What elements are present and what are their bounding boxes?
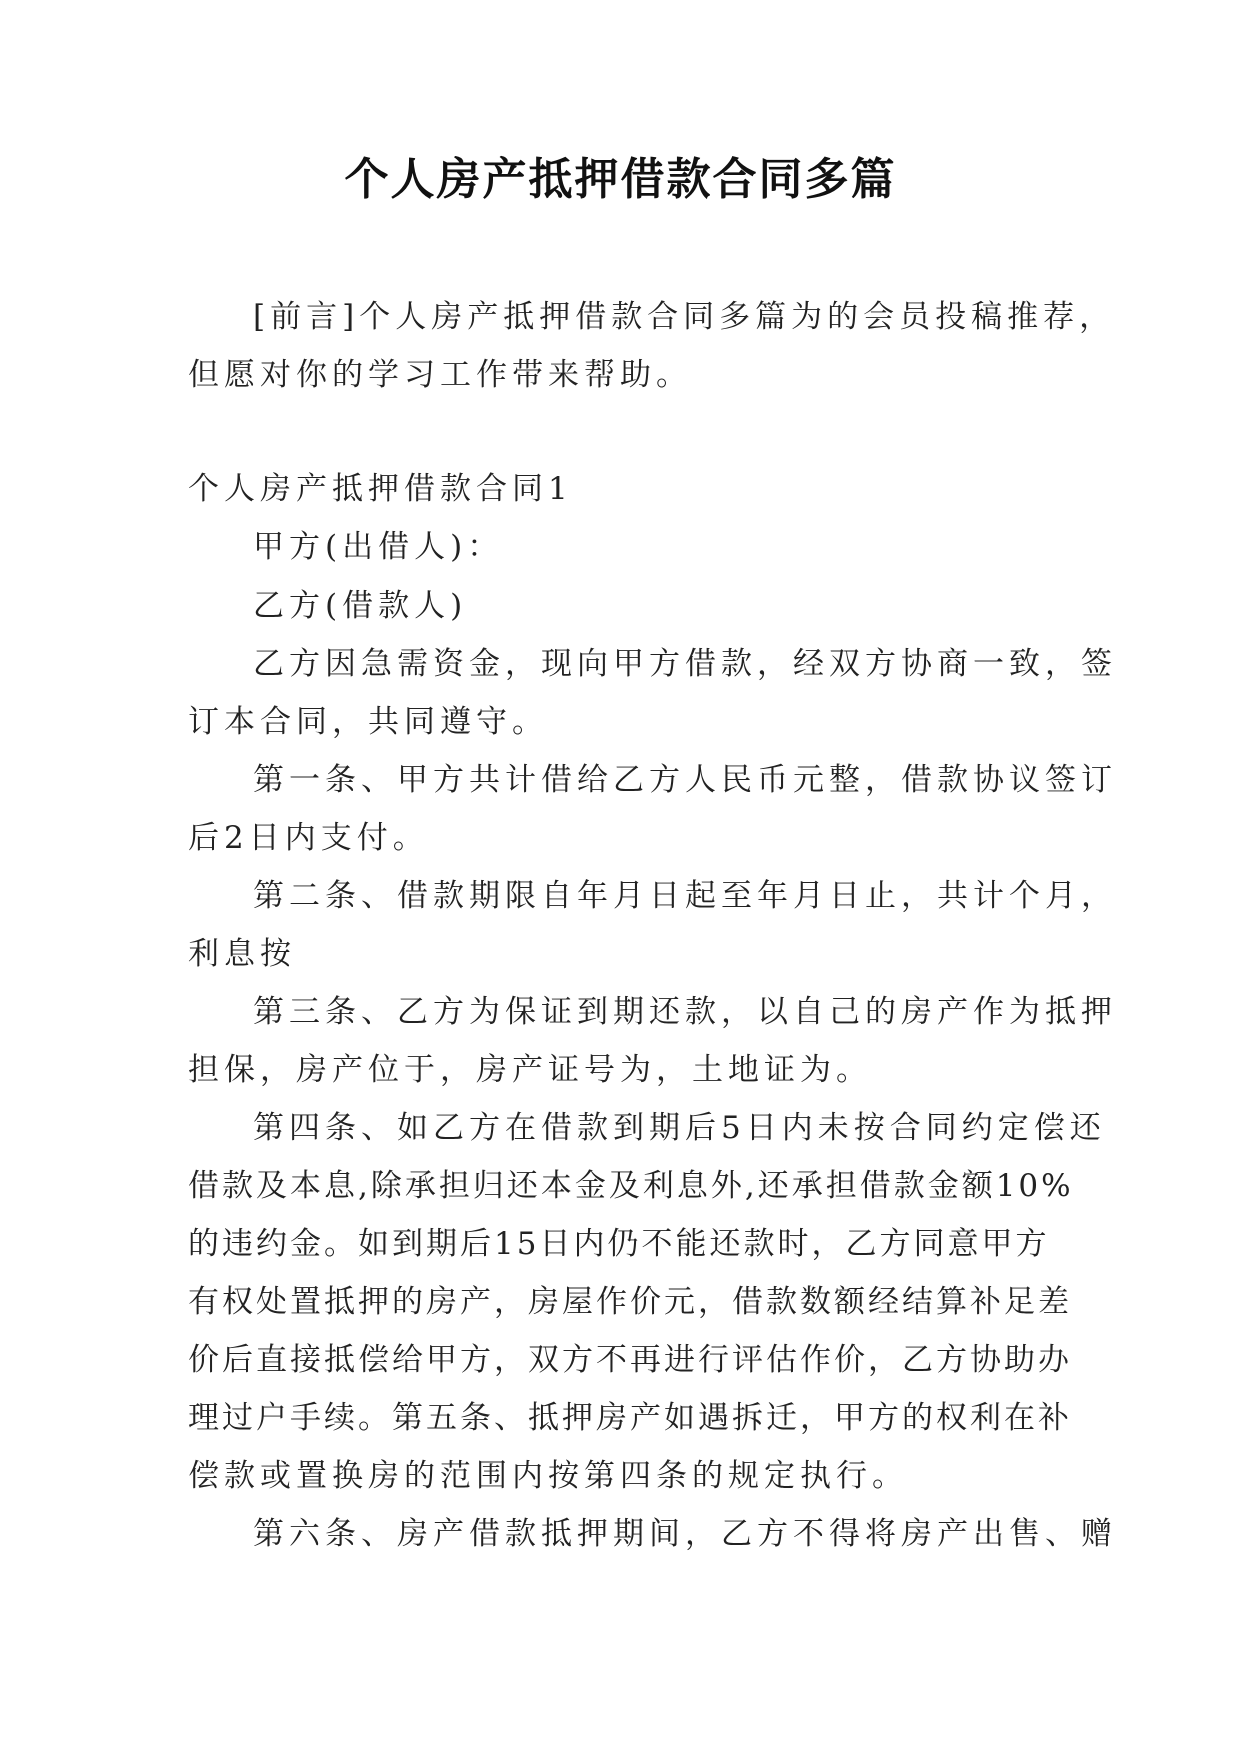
- article-4-line: 的违约金。如到期后15日内仍不能还款时，乙方同意甲方: [188, 1226, 1050, 1262]
- article-2-line: 第二条、借款期限自年月日起至年月日止，共计个月，: [253, 878, 1117, 914]
- page-title: 个人房产抵押借款合同多篇: [344, 154, 897, 205]
- preface-line-2: 但愿对你的学习工作带来帮助。: [188, 357, 692, 393]
- paragraph-line: 乙方因急需资金，现向甲方借款，经双方协商一致，签: [253, 646, 1117, 682]
- article-2-line: 利息按: [188, 936, 296, 972]
- paragraph-line: 订本合同，共同遵守。: [188, 704, 548, 740]
- article-1-line: 后2日内支付。: [188, 820, 429, 856]
- party-a-line: 甲方(出借人)：: [253, 529, 504, 565]
- article-5-line: 偿款或置换房的范围内按第四条的规定执行。: [188, 1458, 908, 1494]
- party-b-line: 乙方(借款人): [253, 588, 468, 624]
- preface-line-1: [前言]个人房产抵押借款合同多篇为的会员投稿推荐，: [253, 299, 1116, 335]
- article-4-line: 第四条、如乙方在借款到期后5日内未按合同约定偿还: [253, 1110, 1106, 1146]
- article-6-line: 第六条、房产借款抵押期间，乙方不得将房产出售、赠: [253, 1516, 1117, 1552]
- article-3-line: 担保，房产位于，房产证号为，土地证为。: [188, 1052, 872, 1088]
- article-4-line: 有权处置抵押的房产，房屋作价元，借款数额经结算补足差: [188, 1284, 1072, 1320]
- article-4-line: 借款及本息,除承担归还本金及利息外,还承担借款金额10%: [188, 1168, 1074, 1204]
- section-heading: 个人房产抵押借款合同1: [188, 471, 573, 507]
- article-1-line: 第一条、甲方共计借给乙方人民币元整，借款协议签订: [253, 762, 1117, 798]
- article-3-line: 第三条、乙方为保证到期还款，以自己的房产作为抵押: [253, 994, 1117, 1030]
- article-4-5-line: 理过户手续。第五条、抵押房产如遇拆迁，甲方的权利在补: [188, 1400, 1072, 1436]
- article-4-line: 价后直接抵偿给甲方，双方不再进行评估作价，乙方协助办: [188, 1342, 1072, 1378]
